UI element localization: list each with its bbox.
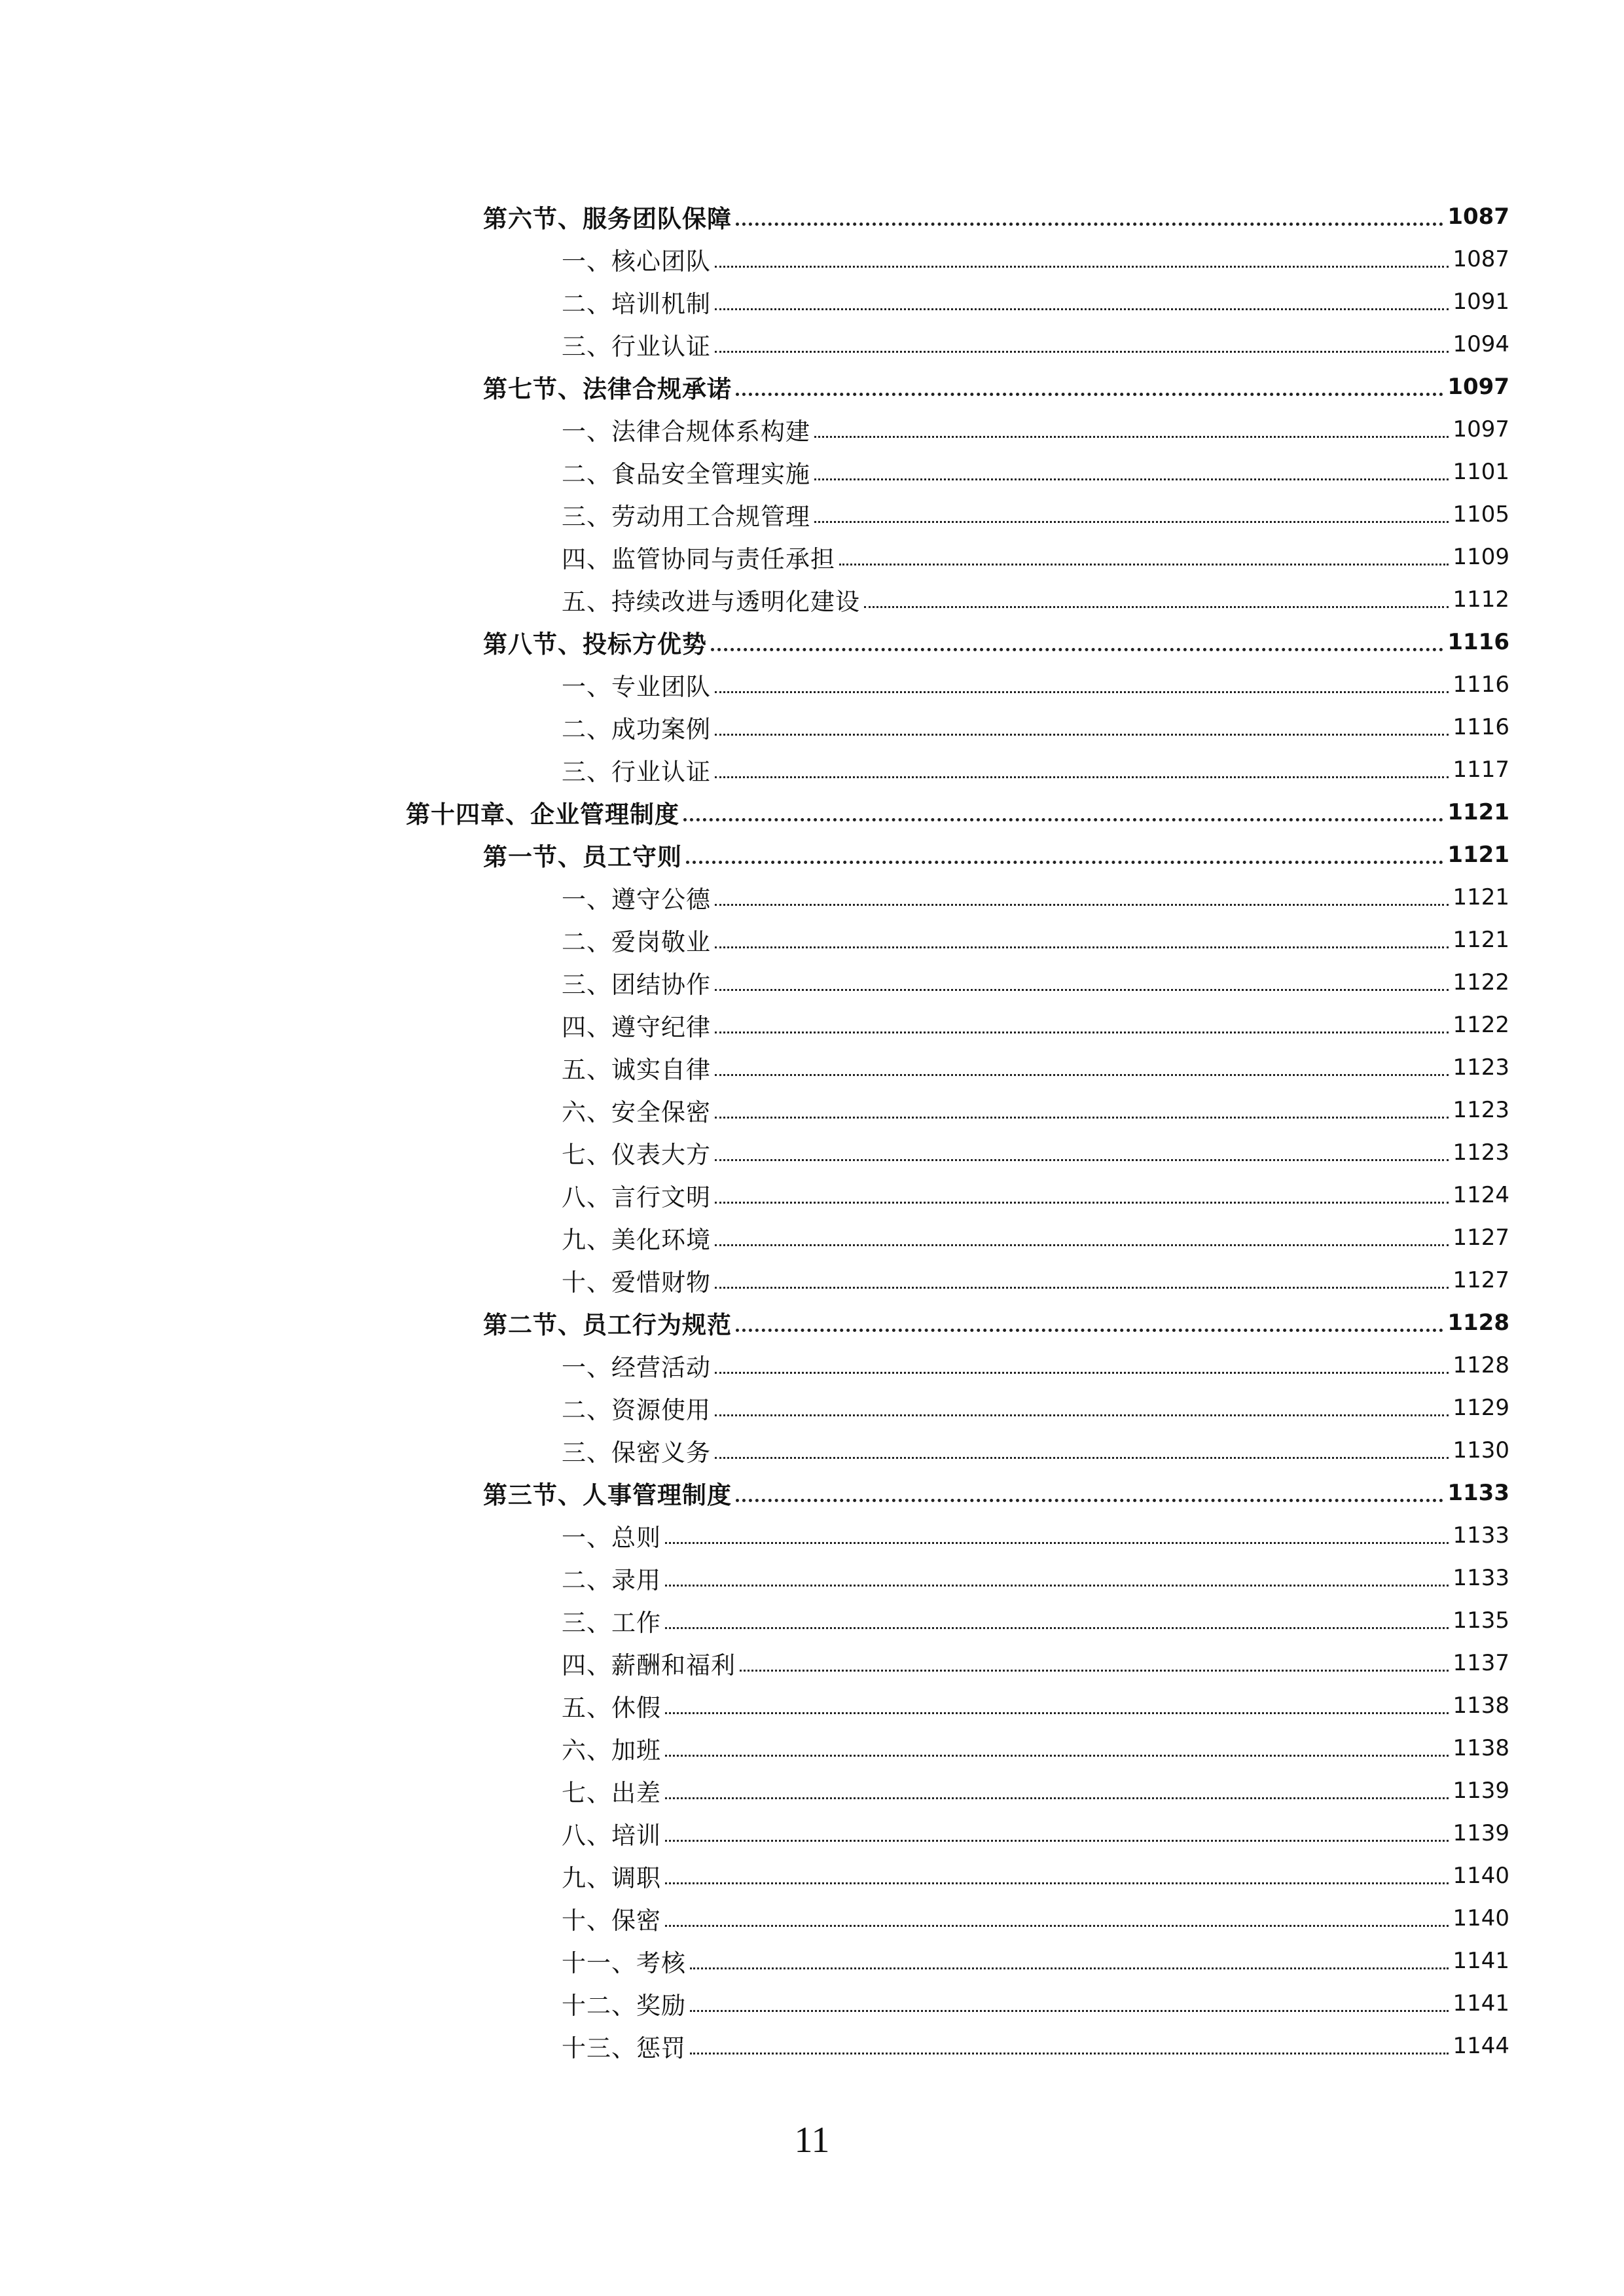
dot-leader <box>715 776 1449 778</box>
dot-leader <box>665 1585 1449 1587</box>
dot-leader <box>665 1755 1449 1757</box>
toc-entry-page-number: 1133 <box>1447 1479 1509 1506</box>
table-of-contents <box>0 195 1624 2067</box>
toc-entry-item[interactable] <box>0 1344 1624 1386</box>
toc-entry-title: 九、美化环境 <box>562 1225 711 1254</box>
toc-entry-title: 一、总则 <box>562 1523 661 1552</box>
toc-entry-page-number: 1138 <box>1453 1692 1509 1719</box>
dot-leader <box>715 1159 1449 1161</box>
dot-leader <box>715 989 1449 991</box>
toc-entry-title: 六、安全保密 <box>562 1098 711 1126</box>
toc-entry-page-number: 1116 <box>1453 671 1509 698</box>
dot-leader <box>715 351 1449 353</box>
dot-leader <box>665 1542 1449 1544</box>
dot-leader <box>715 734 1449 736</box>
toc-entry-item[interactable] <box>0 1386 1624 1429</box>
toc-entry-item[interactable] <box>0 238 1624 280</box>
toc-entry-title: 三、劳动用工合规管理 <box>562 502 810 531</box>
toc-entry-page-number: 1087 <box>1453 245 1509 272</box>
toc-entry-item[interactable] <box>0 1684 1624 1727</box>
dot-leader <box>686 861 1443 864</box>
toc-entry-item[interactable] <box>0 1812 1624 1854</box>
toc-entry-title: 六、加班 <box>562 1736 661 1765</box>
toc-entry-item[interactable] <box>0 876 1624 918</box>
toc-entry-page-number: 1121 <box>1447 798 1509 825</box>
dot-leader <box>715 1287 1449 1289</box>
toc-entry-title: 八、言行文明 <box>562 1183 711 1211</box>
toc-entry-item[interactable] <box>0 1216 1624 1259</box>
toc-entry-title: 十三、惩罚 <box>562 2034 686 2062</box>
toc-entry-page-number: 1140 <box>1453 1905 1509 1931</box>
toc-entry-page-number: 1139 <box>1453 1820 1509 1846</box>
toc-entry-title: 第七节、法律合规承诺 <box>483 374 732 403</box>
toc-entry-title: 二、爱岗敬业 <box>562 927 711 956</box>
dot-leader <box>814 478 1449 480</box>
dot-leader <box>736 223 1443 226</box>
toc-entry-page-number: 1129 <box>1453 1394 1509 1421</box>
toc-entry-item[interactable] <box>0 280 1624 323</box>
dot-leader <box>715 1074 1449 1076</box>
toc-entry-item[interactable] <box>0 1259 1624 1301</box>
toc-entry-page-number: 1122 <box>1453 969 1509 996</box>
toc-entry-title: 三、行业认证 <box>562 757 711 786</box>
toc-entry-item[interactable] <box>0 1514 1624 1556</box>
toc-entry-title: 三、行业认证 <box>562 332 711 361</box>
toc-entry-item[interactable] <box>0 493 1624 535</box>
toc-entry-item[interactable] <box>0 1556 1624 1599</box>
toc-entry-item[interactable] <box>0 1897 1624 1939</box>
toc-entry-page-number: 1091 <box>1453 288 1509 315</box>
toc-entry-item[interactable] <box>0 1131 1624 1174</box>
toc-entry-item[interactable] <box>0 535 1624 578</box>
dot-leader <box>715 266 1449 268</box>
toc-entry-item[interactable] <box>0 1046 1624 1088</box>
dot-leader <box>715 1457 1449 1459</box>
toc-entry-page-number: 1128 <box>1447 1309 1509 1336</box>
toc-entry-page-number: 1135 <box>1453 1607 1509 1634</box>
toc-entry-title: 第十四章、企业管理制度 <box>406 800 679 829</box>
toc-entry-page-number: 1097 <box>1447 373 1509 400</box>
toc-entry-page-number: 1133 <box>1453 1564 1509 1591</box>
toc-entry-page-number: 1122 <box>1453 1011 1509 1038</box>
toc-entry-title: 第二节、员工行为规范 <box>483 1310 732 1339</box>
page-number: 11 <box>794 2120 830 2161</box>
toc-entry-section[interactable] <box>0 195 1624 238</box>
dot-leader <box>665 1882 1449 1884</box>
toc-entry-title: 七、出差 <box>562 1778 661 1807</box>
toc-entry-item[interactable] <box>0 323 1624 365</box>
toc-entry-section[interactable] <box>0 833 1624 876</box>
toc-entry-page-number: 1133 <box>1453 1522 1509 1549</box>
dot-leader <box>683 818 1443 821</box>
toc-entry-title: 五、诚实自律 <box>562 1055 711 1084</box>
toc-entry-title: 二、食品安全管理实施 <box>562 459 810 488</box>
toc-entry-title: 第一节、员工守则 <box>483 842 682 871</box>
toc-entry-chapter[interactable] <box>0 791 1624 833</box>
toc-entry-title: 三、保密义务 <box>562 1438 711 1467</box>
toc-entry-item[interactable] <box>0 1088 1624 1131</box>
toc-entry-page-number: 1127 <box>1453 1266 1509 1293</box>
toc-entry-section[interactable] <box>0 620 1624 663</box>
toc-entry-item[interactable] <box>0 1854 1624 1897</box>
toc-entry-item[interactable] <box>0 1003 1624 1046</box>
toc-entry-title: 十、爱惜财物 <box>562 1268 711 1297</box>
toc-entry-title: 二、培训机制 <box>562 289 711 318</box>
toc-entry-item[interactable] <box>0 663 1624 706</box>
dot-leader <box>814 521 1449 523</box>
toc-entry-title: 四、薪酬和福利 <box>562 1651 736 1679</box>
toc-entry-title: 一、经营活动 <box>562 1353 711 1382</box>
toc-entry-title: 三、团结协作 <box>562 970 711 999</box>
dot-leader <box>665 1712 1449 1714</box>
toc-entry-title: 二、资源使用 <box>562 1395 711 1424</box>
toc-entry-page-number: 1121 <box>1447 841 1509 868</box>
dot-leader <box>740 1670 1449 1672</box>
toc-entry-item[interactable] <box>0 2024 1624 2067</box>
toc-entry-title: 十二、奖励 <box>562 1991 686 2020</box>
toc-entry-title: 一、核心团队 <box>562 247 711 276</box>
toc-entry-page-number: 1109 <box>1453 543 1509 570</box>
toc-entry-item[interactable] <box>0 961 1624 1003</box>
toc-entry-page-number: 1116 <box>1447 628 1509 655</box>
toc-entry-page-number: 1141 <box>1453 1990 1509 2017</box>
toc-entry-page-number: 1097 <box>1453 416 1509 442</box>
dot-leader <box>715 308 1449 310</box>
toc-entry-title: 四、监管协同与责任承担 <box>562 545 835 573</box>
toc-entry-title: 九、调职 <box>562 1863 661 1892</box>
toc-entry-page-number: 1130 <box>1453 1437 1509 1463</box>
dot-leader <box>715 1244 1449 1246</box>
toc-entry-title: 第三节、人事管理制度 <box>483 1480 732 1509</box>
dot-leader <box>715 1414 1449 1416</box>
dot-leader <box>715 946 1449 948</box>
toc-entry-section[interactable] <box>0 365 1624 408</box>
dot-leader <box>715 1117 1449 1119</box>
dot-leader <box>665 1797 1449 1799</box>
toc-entry-title: 五、休假 <box>562 1693 661 1722</box>
toc-entry-item[interactable] <box>0 748 1624 791</box>
toc-entry-page-number: 1139 <box>1453 1777 1509 1804</box>
dot-leader <box>864 606 1449 608</box>
dot-leader <box>690 1967 1449 1969</box>
toc-entry-page-number: 1144 <box>1453 2032 1509 2059</box>
dot-leader <box>736 393 1443 396</box>
dot-leader <box>839 564 1449 565</box>
toc-entry-title: 十一、考核 <box>562 1948 686 1977</box>
toc-entry-title: 二、录用 <box>562 1566 661 1594</box>
toc-entry-item[interactable] <box>0 450 1624 493</box>
toc-entry-item[interactable] <box>0 918 1624 961</box>
dot-leader <box>715 1202 1449 1204</box>
toc-entry-item[interactable] <box>0 1982 1624 2024</box>
toc-entry-page-number: 1123 <box>1453 1096 1509 1123</box>
toc-entry-item[interactable] <box>0 706 1624 748</box>
toc-entry-title: 第六节、服务团队保障 <box>483 204 732 233</box>
toc-entry-item[interactable] <box>0 1939 1624 1982</box>
dot-leader <box>736 1499 1443 1502</box>
toc-entry-title: 八、培训 <box>562 1821 661 1850</box>
toc-entry-title: 五、持续改进与透明化建设 <box>562 587 860 616</box>
dot-leader <box>814 436 1449 438</box>
toc-entry-section[interactable] <box>0 1471 1624 1514</box>
dot-leader <box>690 2053 1449 2054</box>
toc-entry-page-number: 1127 <box>1453 1224 1509 1251</box>
toc-entry-title: 七、仪表大方 <box>562 1140 711 1169</box>
dot-leader <box>665 1840 1449 1842</box>
dot-leader <box>665 1627 1449 1629</box>
toc-entry-page-number: 1094 <box>1453 331 1509 357</box>
dot-leader <box>715 904 1449 906</box>
dot-leader <box>711 648 1443 651</box>
toc-entry-page-number: 1121 <box>1453 884 1509 910</box>
toc-entry-title: 一、法律合规体系构建 <box>562 417 810 446</box>
toc-entry-title: 二、成功案例 <box>562 715 711 744</box>
toc-entry-item[interactable] <box>0 408 1624 450</box>
toc-entry-title: 十、保密 <box>562 1906 661 1935</box>
toc-entry-page-number: 1138 <box>1453 1734 1509 1761</box>
toc-entry-title: 四、遵守纪律 <box>562 1013 711 1041</box>
dot-leader <box>690 2010 1449 2012</box>
toc-entry-item[interactable] <box>0 578 1624 620</box>
toc-entry-item[interactable] <box>0 1727 1624 1769</box>
dot-leader <box>665 1925 1449 1927</box>
toc-entry-title: 一、遵守公德 <box>562 885 711 914</box>
toc-entry-title: 第八节、投标方优势 <box>483 630 707 658</box>
dot-leader <box>715 1031 1449 1033</box>
dot-leader <box>715 691 1449 693</box>
toc-entry-item[interactable] <box>0 1429 1624 1471</box>
toc-entry-title: 三、工作 <box>562 1608 661 1637</box>
toc-entry-page-number: 1140 <box>1453 1862 1509 1889</box>
dot-leader <box>736 1329 1443 1332</box>
toc-entry-page-number: 1116 <box>1453 713 1509 740</box>
toc-entry-item[interactable] <box>0 1641 1624 1684</box>
toc-entry-page-number: 1123 <box>1453 1054 1509 1081</box>
toc-entry-page-number: 1105 <box>1453 501 1509 528</box>
toc-entry-section[interactable] <box>0 1301 1624 1344</box>
toc-entry-title: 一、专业团队 <box>562 672 711 701</box>
toc-entry-page-number: 1123 <box>1453 1139 1509 1166</box>
toc-entry-page-number: 1087 <box>1447 203 1509 230</box>
toc-entry-page-number: 1101 <box>1453 458 1509 485</box>
toc-entry-page-number: 1128 <box>1453 1352 1509 1378</box>
toc-entry-page-number: 1141 <box>1453 1947 1509 1974</box>
dot-leader <box>715 1372 1449 1374</box>
toc-entry-page-number: 1124 <box>1453 1181 1509 1208</box>
toc-entry-page-number: 1117 <box>1453 756 1509 783</box>
toc-entry-page-number: 1137 <box>1453 1649 1509 1676</box>
toc-entry-page-number: 1121 <box>1453 926 1509 953</box>
toc-entry-page-number: 1112 <box>1453 586 1509 613</box>
toc-entry-item[interactable] <box>0 1599 1624 1641</box>
toc-entry-item[interactable] <box>0 1769 1624 1812</box>
toc-entry-item[interactable] <box>0 1174 1624 1216</box>
